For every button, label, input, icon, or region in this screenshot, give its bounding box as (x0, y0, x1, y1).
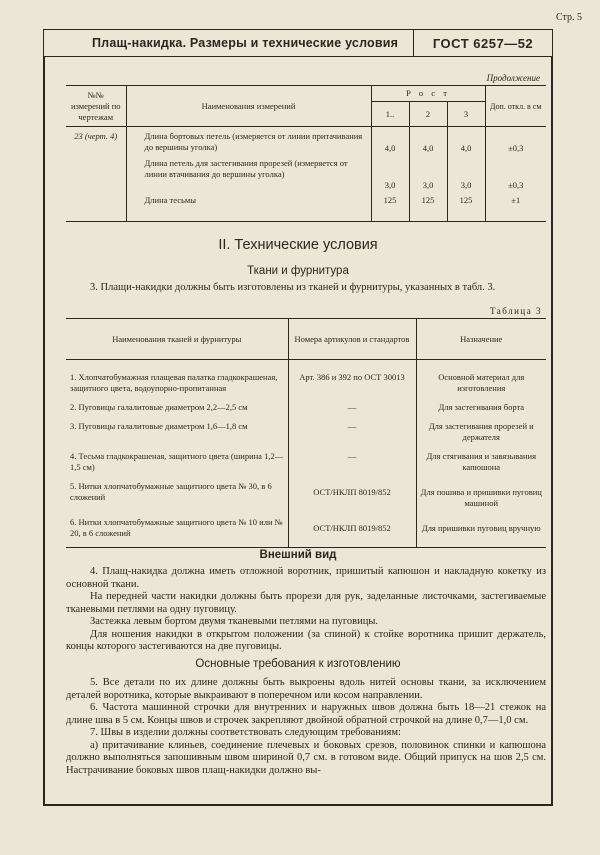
row-num: 23 (черт. 4) (74, 131, 118, 141)
col-header-num: №№ измерений по чертежам (66, 86, 126, 127)
table-row (66, 156, 546, 193)
table-row (66, 127, 546, 157)
material-purpose: Основной материал для изготовления (416, 360, 546, 397)
material-name: 3. Пуговицы галалитовые диаметром 1,6—1,8 см (70, 421, 248, 431)
paragraph-3 (66, 282, 546, 295)
material-purpose: Для застегивания прорезей и держателя (416, 415, 546, 445)
material-purpose: Для пришивки пуговиц вручную (416, 511, 546, 548)
table-row (66, 396, 546, 415)
subsection-fabrics: Ткани и фурнитура (247, 265, 349, 277)
paragraph-text: 5. Все детали по их длине должны быть выкроены вдоль нитей основы ткани, за исключением деталей воротника, которые выкраивают в поперечном или косом направлении. (66, 677, 546, 701)
paragraph-text: 6. Частота машинной строчки для внутренних и наружных швов должна быть 18—21 стежок на длине шва в 5 см. Концы швов и строчек закрепляют двойной обратной строчкой на длине 0,7—1,0 см. (66, 702, 546, 726)
row-num (66, 156, 126, 193)
frame-left (43, 57, 45, 805)
page-number: Стр. 5 (555, 12, 582, 23)
table-row (66, 360, 546, 397)
material-name: 1. Хлопчатобумажная плащевая палатка гладкокрашеная, защитного цвета, водоупорно-пропитанная (70, 372, 278, 393)
frame-bottom (43, 804, 553, 806)
paragraph-text: Для ношения накидки в открытом положении (за спиной) к стойке воротника пришит держатель, концы которого застегиваются на две пуговицы. (66, 628, 546, 652)
material-name: 2. Пуговицы галалитовые диаметром 2,2—2,5 см (70, 402, 248, 412)
table-row (66, 475, 546, 511)
row-value-3: 3,0 (447, 156, 485, 193)
material-article: — (288, 396, 416, 415)
row-value-1: 4,0 (371, 127, 409, 157)
table-row (66, 445, 546, 475)
paragraph-text: а) притачивание клиньев, соединение плечевых и боковых срезов, половинок спинки и капюшона должно выполняться запошивным швом шириной 0,7 см. в готовом виде. Общий припуск на шов 2,5 см. Настрачивание боковых швов плащ-накидки должно вы- (66, 739, 546, 776)
gost-number: ГОСТ 6257—52 (432, 35, 534, 51)
row-num (66, 193, 126, 222)
table-row (66, 193, 546, 222)
material-name: 6. Нитки хлопчатобумажные защитного цвета № 10 или № 20, в 6 сложений (66, 511, 288, 548)
paragraph-text: На передней части накидки должны быть прорези для рук, заделанные листочками, застегиваемые тканевыми петлями на одну пуговицу. (66, 591, 546, 615)
row-value-1: 3,0 (371, 156, 409, 193)
material-article: Арт. 386 и 392 по ОСТ 30013 (288, 360, 416, 397)
col-header-height: Р о с т (371, 86, 485, 102)
row-value-3: 125 (447, 193, 485, 222)
paragraph-text: Застежка левым бортом двумя тканевыми петлями на пуговицы. (90, 616, 379, 627)
material-purpose: Для стягивания и завязывания капюшона (416, 445, 546, 475)
paragraph-text: 3. Плащи-накидки должны быть изготовлены из тканей и фурнитуры, указанных в табл. 3. (90, 282, 496, 293)
material-article: ОСТ/НКЛП 8019/852 (288, 475, 416, 511)
row-value-2: 4,0 (409, 127, 447, 157)
col-header-height-3: 3 (447, 102, 485, 127)
measurements-table (66, 85, 546, 222)
table3-label: Таблица 3 (490, 306, 542, 316)
row-value-2: 125 (409, 193, 447, 222)
section-title: II. Технические условия (218, 237, 378, 253)
manufacturing-section (66, 677, 546, 777)
table-row (66, 511, 546, 548)
col-header-name: Наименования измерений (126, 86, 371, 127)
document-header (43, 29, 553, 57)
material-name: 5. Нитки хлопчатобумажные защитного цвета № 30, в 6 сложений (70, 481, 272, 502)
row-name: Длина петель для застегивания прорезей (измеряется от линии втачивания до вершины уголка) (126, 156, 371, 193)
frame-right (551, 57, 553, 805)
col-header-height-2: 2 (409, 102, 447, 127)
row-name: Длина бортовых петель (измеряется от линии притачивания до вершины уголка) (126, 127, 371, 157)
continuation-label: Продолжение (486, 73, 540, 83)
row-tolerance: ±1 (485, 193, 546, 222)
material-article: ОСТ/НКЛП 8019/852 (288, 511, 416, 548)
col-header-height-1: 1.. (371, 102, 409, 127)
material-purpose: Для пошива и пришивки пуговиц машиной (416, 475, 546, 511)
material-purpose: Для застегивания борта (416, 396, 546, 415)
row-value-1: 125 (371, 193, 409, 222)
material-article: — (288, 445, 416, 475)
col-header-tolerance: Доп. откл. в см (485, 86, 546, 127)
subsection-appearance: Внешний вид (259, 549, 337, 561)
materials-table (66, 318, 546, 548)
col-header-article: Номера артикулов и стандартов (288, 319, 416, 360)
document-title: Плащ-накидка. Размеры и технические условия (92, 36, 399, 50)
appearance-section (66, 566, 546, 654)
col-header-material: Наименования тканей и фурнитуры (66, 319, 288, 360)
row-name: Длина тесьмы (126, 193, 371, 222)
material-article: — (288, 415, 416, 445)
material-name: 4. Тесьма гладкокрашеная, защитного цвета (ширина 1,2—1,5 см) (70, 451, 284, 472)
col-header-purpose: Назначение (416, 319, 546, 360)
row-tolerance: ±0,3 (485, 127, 546, 157)
subsection-manufacturing: Основные требования к изготовлению (195, 658, 401, 670)
row-value-3: 4,0 (447, 127, 485, 157)
paragraph-text: 4. Плащ-накидка должна иметь отложной воротник, пришитый капюшон и накладную кокетку из основной ткани. (66, 566, 546, 590)
paragraph-text: 7. Швы в изделии должны соответствовать следующим требованиям: (90, 727, 401, 738)
table-row (66, 415, 546, 445)
row-tolerance: ±0,3 (485, 156, 546, 193)
row-value-2: 3,0 (409, 156, 447, 193)
